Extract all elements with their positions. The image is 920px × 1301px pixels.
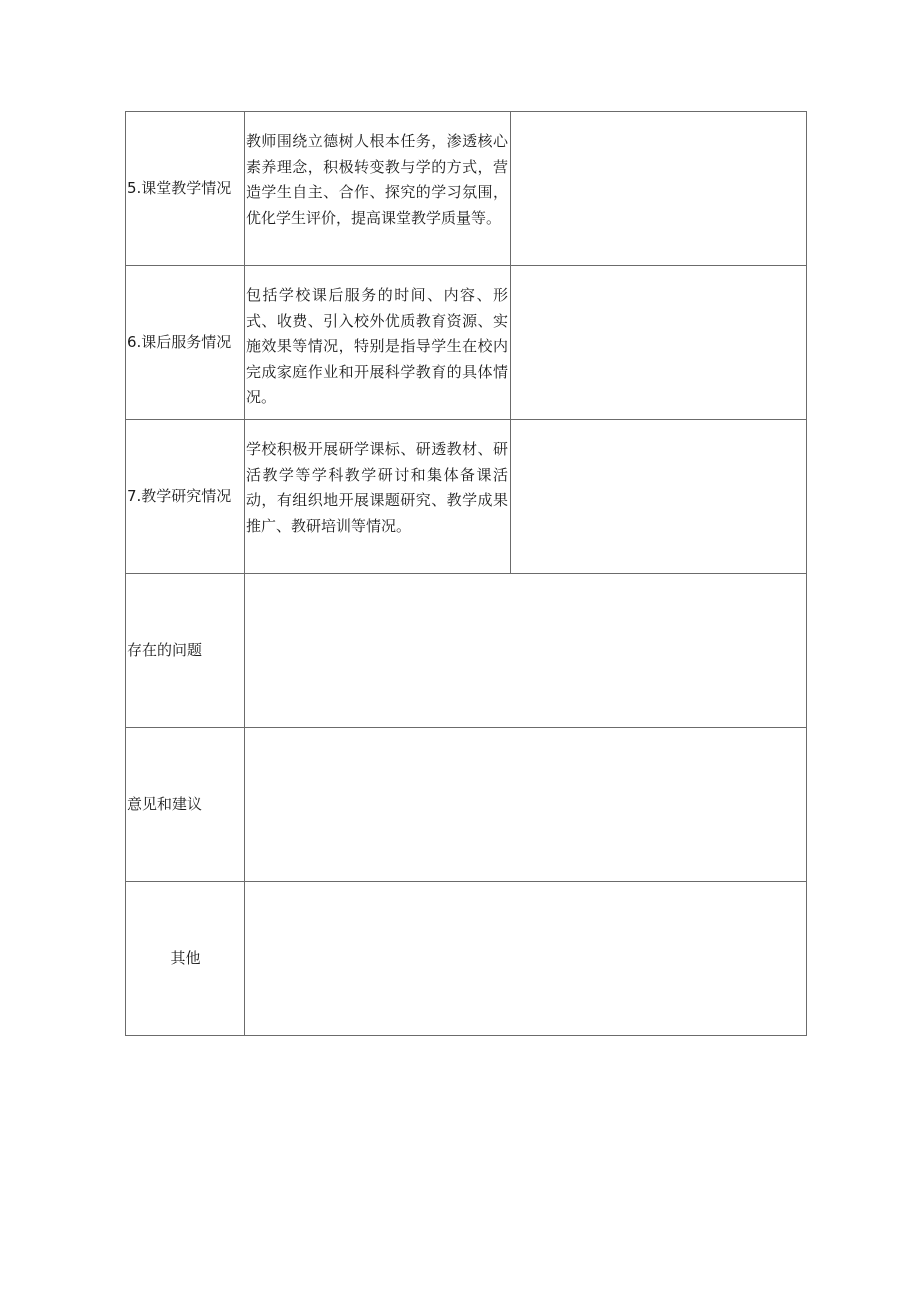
table-row xyxy=(126,266,807,420)
section-label-other: 其他 xyxy=(126,882,245,1036)
row-label-classroom-teaching: 5.课堂教学情况 xyxy=(126,112,245,266)
row-description-after-school-service: 包括学校课后服务的时间、内容、形式、收费、引入校外优质教育资源、实施效果等情况，特别是指导学生在校内完成家庭作业和开展科学教育的具体情况。 xyxy=(245,266,511,420)
row-description-teaching-research: 学校积极开展研学课标、研透教材、研活教学等学科教学研讨和集体备课活动，有组织地开展课题研究、教学成果推广、教研培训等情况。 xyxy=(245,420,511,574)
row-description-classroom-teaching: 教师围绕立德树人根本任务，渗透核心素养理念，积极转变教与学的方式，营造学生自主、合作、探究的学习氛围，优化学生评价，提高课堂教学质量等。 xyxy=(245,112,511,266)
section-label-problems: 存在的问题 xyxy=(126,574,245,728)
table-row xyxy=(126,728,807,882)
table-row xyxy=(126,574,807,728)
row-label-teaching-research: 7.教学研究情况 xyxy=(126,420,245,574)
section-label-suggestions: 意见和建议 xyxy=(126,728,245,882)
table-row xyxy=(126,112,807,266)
section-entry-problems[interactable] xyxy=(245,574,807,728)
table-row xyxy=(126,420,807,574)
section-entry-other[interactable] xyxy=(245,882,807,1036)
row-label-after-school-service: 6.课后服务情况 xyxy=(126,266,245,420)
table-row xyxy=(126,882,807,1036)
section-entry-suggestions[interactable] xyxy=(245,728,807,882)
row-entry-teaching-research[interactable] xyxy=(511,420,807,574)
row-entry-after-school-service[interactable] xyxy=(511,266,807,420)
inspection-form-table xyxy=(125,111,807,1036)
row-entry-classroom-teaching[interactable] xyxy=(511,112,807,266)
